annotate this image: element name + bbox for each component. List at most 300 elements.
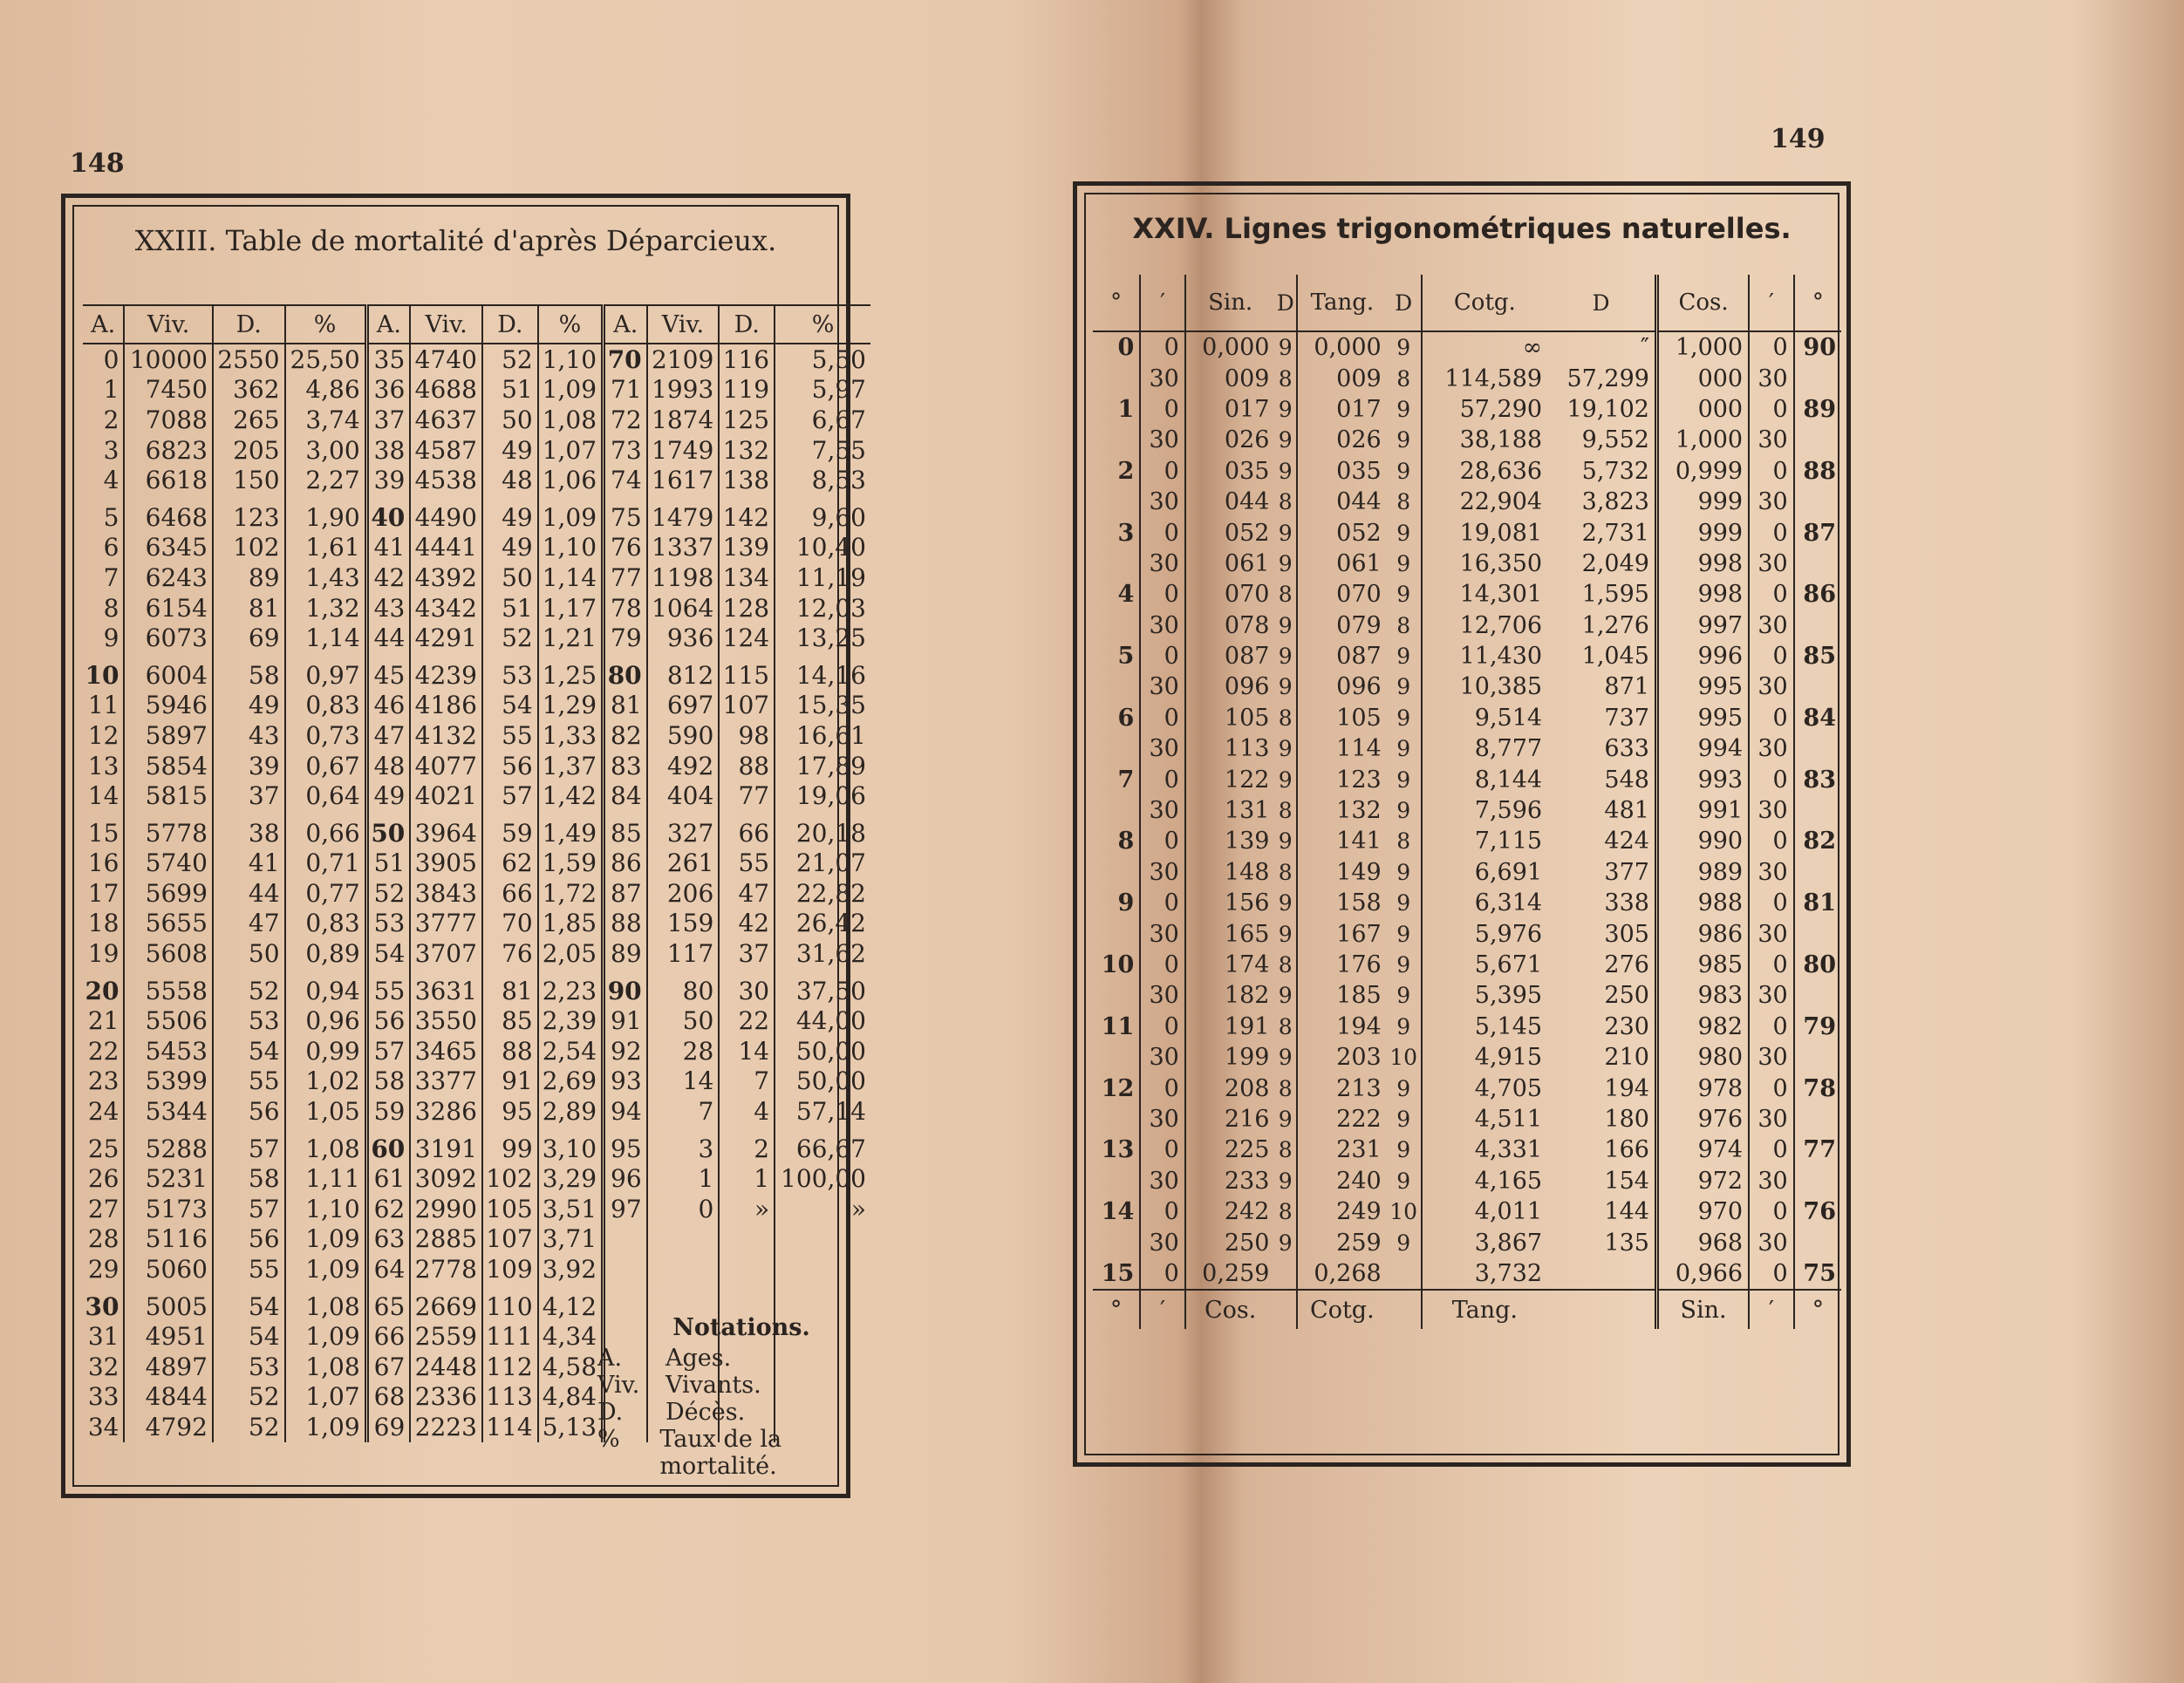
trig-header-cell: D — [1274, 275, 1297, 331]
mortality-cell: 81 — [604, 691, 647, 721]
trig-cell: 191 — [1224, 1012, 1270, 1040]
trig-cell — [1093, 733, 1140, 764]
mortality-cell: 3,92 — [538, 1254, 604, 1284]
mortality-cell: 33 — [83, 1382, 124, 1413]
trig-cell: 30 — [1140, 1227, 1185, 1257]
mortality-cell: 4,12 — [538, 1284, 604, 1322]
trig-cell: 0 — [1140, 1134, 1185, 1165]
mortality-cell: 5344 — [124, 1096, 212, 1127]
trig-cell: 2,731 — [1547, 517, 1656, 548]
mortality-cell: 697 — [647, 691, 720, 721]
mortality-cell: 0,97 — [285, 653, 367, 691]
mortality-cell: 49 — [482, 435, 538, 466]
mortality-cell: 4,58 — [538, 1352, 604, 1382]
mortality-cell: 66 — [719, 811, 775, 848]
mortality-cell: 124 — [719, 623, 775, 653]
trig-cell: 0 — [1140, 826, 1185, 856]
mortality-row — [83, 375, 870, 405]
trig-cell: 5,732 — [1547, 456, 1656, 487]
mortality-cell: 936 — [647, 623, 720, 653]
mortality-cell: 1,90 — [285, 495, 367, 533]
trig-row — [1093, 487, 1841, 517]
mortality-cell: 10000 — [124, 344, 212, 375]
mortality-cell: 2778 — [410, 1254, 482, 1284]
trig-cell: 199 — [1224, 1044, 1270, 1072]
mortality-cell: 0,77 — [285, 878, 367, 909]
trig-cell: 0 — [1140, 950, 1185, 980]
trig-cell: 4,511 — [1474, 1105, 1543, 1133]
mortality-cell: 362 — [213, 375, 285, 405]
trig-cell: 0,268 — [1314, 1259, 1382, 1287]
mortality-cell: 60 — [366, 1127, 410, 1164]
mortality-cell: 112 — [482, 1352, 538, 1382]
trig-header-cell: ′ — [1140, 275, 1185, 331]
trig-row — [1093, 610, 1841, 641]
mortality-cell: 80 — [604, 653, 647, 691]
trig-cell: 061 — [1336, 549, 1382, 577]
trig-header-cell: D — [1387, 275, 1422, 331]
mortality-cell: 1,61 — [285, 533, 367, 563]
mortality-cell: 54 — [482, 691, 538, 721]
trig-cell: 305 — [1547, 918, 1656, 949]
mortality-cell: 16 — [83, 848, 124, 879]
trig-cell: 30 — [1140, 610, 1185, 641]
trig-cell: 0 — [1140, 1073, 1185, 1103]
trig-cell: 0,966 — [1656, 1258, 1749, 1290]
trig-cell: 114,589 — [1444, 365, 1543, 392]
mortality-cell: 1,11 — [285, 1163, 367, 1194]
mortality-cell: 67 — [366, 1352, 410, 1382]
trig-cell: 009 — [1224, 365, 1270, 392]
trig-cell: 57,290 — [1459, 395, 1543, 423]
mortality-cell: 128 — [719, 593, 775, 623]
trig-cell: 14 — [1093, 1196, 1140, 1227]
trig-row — [1093, 764, 1841, 794]
mortality-cell: 4077 — [410, 751, 482, 781]
mortality-cell: 58 — [366, 1066, 410, 1097]
trig-cell: 22,904 — [1459, 488, 1543, 516]
mortality-cell: 55 — [213, 1254, 285, 1284]
mortality-cell: 90 — [604, 969, 647, 1006]
notation-value: Vivants. — [665, 1372, 761, 1399]
mortality-cell: 88 — [719, 751, 775, 781]
trig-cell: 5 — [1093, 641, 1140, 671]
mortality-cell: 2,69 — [538, 1066, 604, 1097]
trig-cell: 9 — [1274, 549, 1297, 579]
trig-cell: 035 — [1336, 457, 1382, 485]
mortality-cell — [647, 1224, 720, 1255]
trig-cell — [1794, 857, 1841, 888]
mortality-cell: 1617 — [647, 465, 720, 495]
trig-cell: 0 — [1140, 888, 1185, 918]
trig-cell — [1093, 795, 1140, 826]
mortality-cell: 119 — [719, 375, 775, 405]
trig-cell: 0 — [1140, 394, 1185, 425]
mortality-cell: 1,09 — [285, 1412, 367, 1442]
trig-cell — [1794, 1104, 1841, 1134]
trig-cell: 8 — [1387, 826, 1422, 856]
mortality-cell: 1,08 — [285, 1284, 367, 1322]
mortality-cell: 7088 — [124, 405, 212, 435]
mortality-cell: 29 — [83, 1254, 124, 1284]
trig-cell: 052 — [1224, 519, 1270, 547]
trig-cell: 9 — [1274, 1227, 1297, 1257]
trig-cell: 8 — [1274, 1134, 1297, 1165]
mortality-row — [83, 562, 870, 593]
mortality-cell: 48 — [366, 751, 410, 781]
trig-cell: 8 — [1274, 363, 1297, 393]
trig-footer-cell: Cos. — [1185, 1290, 1275, 1329]
trig-cell: 0 — [1140, 764, 1185, 794]
mortality-cell: 26,42 — [795, 909, 866, 938]
trig-cell: 0 — [1749, 703, 1794, 733]
trig-cell: 242 — [1224, 1198, 1270, 1226]
trig-cell: 30 — [1140, 363, 1185, 393]
mortality-cell: 6823 — [124, 435, 212, 466]
mortality-cell: 5060 — [124, 1254, 212, 1284]
trig-row — [1093, 1258, 1841, 1290]
mortality-cell: 93 — [604, 1066, 647, 1097]
mortality-cell: 6004 — [124, 653, 212, 691]
trig-cell: 9 — [1387, 671, 1422, 702]
mortality-cell: 3377 — [410, 1066, 482, 1097]
trig-cell: 135 — [1547, 1227, 1656, 1257]
mortality-cell: 6 — [83, 533, 124, 563]
mortality-cell: 24 — [83, 1096, 124, 1127]
mortality-cell: 3964 — [410, 811, 482, 848]
trig-header-cell: ° — [1794, 275, 1841, 331]
trig-cell: 8 — [1274, 1073, 1297, 1103]
trig-cell: 79 — [1803, 1012, 1836, 1040]
trig-cell: 9,552 — [1547, 425, 1656, 455]
trig-cell: 30 — [1140, 918, 1185, 949]
mortality-cell: 22 — [83, 1036, 124, 1066]
trig-cell: 0 — [1749, 1196, 1794, 1227]
mortality-cell: 53 — [213, 1352, 285, 1382]
mortality-cell: 76 — [482, 938, 538, 969]
trig-cell: 30 — [1140, 1042, 1185, 1073]
mortality-cell: 206 — [647, 878, 720, 909]
mortality-row — [83, 1254, 870, 1284]
mortality-cell: 1,09 — [538, 495, 604, 533]
mortality-row — [83, 495, 870, 533]
mortality-cell: 4,86 — [285, 375, 367, 405]
mortality-cell: 38 — [213, 811, 285, 848]
trig-row — [1093, 918, 1841, 949]
mortality-cell: 1 — [647, 1163, 720, 1194]
mortality-cell: 1,72 — [538, 878, 604, 909]
trig-cell: 0 — [1140, 517, 1185, 548]
mortality-cell: 5655 — [124, 909, 212, 939]
trig-cell: 90 — [1803, 334, 1836, 362]
trig-cell: 999 — [1656, 487, 1749, 517]
trig-cell: 9 — [1274, 918, 1297, 949]
mortality-cell: 65 — [366, 1284, 410, 1322]
mortality-cell: 85 — [604, 811, 647, 848]
mortality-cell: » — [719, 1194, 775, 1224]
trig-cell: 185 — [1336, 982, 1382, 1010]
mortality-row — [83, 623, 870, 653]
mortality-cell: 4441 — [410, 533, 482, 563]
mortality-cell: 5453 — [124, 1036, 212, 1066]
mortality-cell: 39 — [213, 751, 285, 781]
trig-cell: 30 — [1749, 1104, 1794, 1134]
mortality-cell: 0,71 — [285, 848, 367, 879]
mortality-header-cell: % — [538, 305, 604, 344]
mortality-row — [83, 593, 870, 623]
mortality-cell: 1749 — [647, 435, 720, 466]
trig-cell: 30 — [1140, 1104, 1185, 1134]
mortality-cell: 54 — [213, 1321, 285, 1352]
mortality-cell: 20 — [83, 969, 124, 1006]
mortality-cell: 5116 — [124, 1224, 212, 1255]
trig-row — [1093, 795, 1841, 826]
trig-cell: 972 — [1656, 1166, 1749, 1196]
trig-cell — [1093, 980, 1140, 1011]
mortality-cell: 0,73 — [285, 720, 367, 751]
trig-cell: 1 — [1093, 394, 1140, 425]
trig-cell: 81 — [1803, 889, 1836, 917]
mortality-cell: 55 — [366, 969, 410, 1006]
trig-cell: 30 — [1749, 1166, 1794, 1196]
trig-footer-cell: ° — [1794, 1290, 1841, 1329]
mortality-cell: 5288 — [124, 1127, 212, 1164]
mortality-cell: 205 — [213, 435, 285, 466]
mortality-cell: 1,09 — [285, 1254, 367, 1284]
trig-cell: 096 — [1224, 673, 1270, 701]
trig-cell: 85 — [1803, 643, 1836, 671]
mortality-cell: 81 — [482, 969, 538, 1006]
trig-cell: 87 — [1803, 519, 1836, 547]
mortality-cell: 138 — [719, 465, 775, 495]
left-page — [0, 0, 959, 1683]
trig-cell: 009 — [1336, 365, 1382, 392]
mortality-cell: 21,07 — [795, 848, 866, 878]
mortality-row — [83, 1127, 870, 1164]
mortality-cell: 1993 — [647, 375, 720, 405]
mortality-cell: 6468 — [124, 495, 212, 533]
mortality-cell: 52 — [213, 1412, 285, 1442]
mortality-cell: 66 — [366, 1321, 410, 1352]
mortality-header-cell: D. — [719, 305, 775, 344]
mortality-header-cell: Viv. — [124, 305, 212, 344]
trig-cell: 6,314 — [1474, 889, 1543, 917]
trig-cell: 233 — [1224, 1167, 1270, 1195]
mortality-cell: 6154 — [124, 593, 212, 623]
trig-cell: 12 — [1093, 1073, 1140, 1103]
trig-cell: 0 — [1749, 641, 1794, 671]
trig-cell: 052 — [1336, 519, 1382, 547]
mortality-cell: 66,67 — [795, 1134, 866, 1163]
mortality-cell: 53 — [482, 653, 538, 691]
mortality-cell — [719, 1254, 775, 1284]
mortality-cell — [719, 1224, 775, 1255]
mortality-cell: 1,37 — [538, 751, 604, 781]
trig-cell: 871 — [1547, 671, 1656, 702]
mortality-cell: 61 — [366, 1163, 410, 1194]
trig-footer-cell: ° — [1093, 1290, 1140, 1329]
notation-item — [597, 1372, 885, 1399]
mortality-cell: 142 — [719, 495, 775, 533]
trig-row — [1093, 1042, 1841, 1073]
mortality-cell: 3777 — [410, 909, 482, 939]
trig-cell: 9 — [1274, 456, 1297, 487]
trig-cell: 8 — [1387, 487, 1422, 517]
mortality-cell: 52 — [482, 344, 538, 375]
mortality-cell: 3707 — [410, 938, 482, 969]
mortality-cell: 0,99 — [285, 1036, 367, 1066]
trig-cell: 0 — [1140, 456, 1185, 487]
trig-cell: 8 — [1274, 1012, 1297, 1042]
trig-row — [1093, 733, 1841, 764]
trig-cell: 9 — [1387, 549, 1422, 579]
trig-cell: 0 — [1140, 1196, 1185, 1227]
trig-row — [1093, 1134, 1841, 1165]
trig-cell: 998 — [1656, 579, 1749, 610]
trig-cell: 078 — [1224, 611, 1270, 639]
trig-cell: 481 — [1547, 795, 1656, 826]
trig-cell — [1093, 671, 1140, 702]
mortality-cell: 71 — [604, 375, 647, 405]
trig-cell: 9 — [1387, 394, 1422, 425]
trig-cell: 30 — [1140, 1166, 1185, 1196]
trig-cell: 9 — [1274, 1104, 1297, 1134]
trig-row — [1093, 950, 1841, 980]
trig-cell: 9 — [1387, 425, 1422, 455]
trig-cell: 9 — [1274, 610, 1297, 641]
trig-cell: 0 — [1749, 1073, 1794, 1103]
trig-header-cell: ′ — [1749, 275, 1794, 331]
mortality-cell: 17,89 — [795, 751, 866, 780]
mortality-cell: 114 — [482, 1412, 538, 1442]
mortality-row — [83, 1036, 870, 1066]
trig-cell: 210 — [1547, 1042, 1656, 1073]
trig-cell: 5,395 — [1474, 982, 1543, 1010]
trig-cell: 633 — [1547, 733, 1656, 764]
trig-cell — [1794, 918, 1841, 949]
mortality-cell: 1,05 — [285, 1096, 367, 1127]
trig-cell — [1794, 1042, 1841, 1073]
mortality-cell: 105 — [482, 1194, 538, 1224]
mortality-cell: 3,00 — [285, 435, 367, 466]
trig-cell: 548 — [1547, 764, 1656, 794]
mortality-row — [83, 1224, 870, 1255]
trig-cell — [1274, 1258, 1297, 1290]
mortality-cell: 15 — [83, 811, 124, 848]
mortality-table-frame — [61, 194, 866, 1498]
trig-footer-cell: ′ — [1749, 1290, 1794, 1329]
mortality-cell: 2,89 — [538, 1096, 604, 1127]
trig-cell: 3,867 — [1474, 1229, 1543, 1257]
mortality-cell: 1,09 — [538, 375, 604, 405]
trig-cell: 30 — [1140, 425, 1185, 455]
mortality-cell: 50 — [482, 562, 538, 593]
trig-row — [1093, 826, 1841, 856]
trig-cell: 9 — [1387, 980, 1422, 1011]
notation-item — [597, 1345, 885, 1372]
mortality-cell: 69 — [213, 623, 285, 653]
trig-footer-cell: Cotg. — [1297, 1290, 1387, 1329]
mortality-cell: 4897 — [124, 1352, 212, 1382]
mortality-cell: 36 — [366, 375, 410, 405]
trig-row — [1093, 980, 1841, 1011]
trig-cell: 30 — [1140, 857, 1185, 888]
mortality-cell: 1,02 — [285, 1066, 367, 1097]
trig-cell: 158 — [1336, 889, 1382, 917]
mortality-cell: 83 — [604, 751, 647, 781]
trig-cell: 994 — [1656, 733, 1749, 764]
mortality-row — [83, 691, 870, 721]
mortality-cell: 88 — [482, 1036, 538, 1066]
trig-cell: 10 — [1387, 1042, 1422, 1073]
notation-value: Ages. — [665, 1345, 732, 1372]
mortality-cell: 1,10 — [285, 1194, 367, 1224]
mortality-cell: 1,08 — [285, 1127, 367, 1164]
mortality-header-cell: A. — [604, 305, 647, 344]
trig-cell: 0 — [1749, 826, 1794, 856]
mortality-cell: 1,29 — [538, 691, 604, 721]
trig-cell: 76 — [1803, 1198, 1836, 1226]
mortality-cell: 50,00 — [795, 1066, 866, 1096]
trig-cell: 9 — [1274, 733, 1297, 764]
trig-cell: 86 — [1803, 581, 1836, 609]
trig-cell: 149 — [1336, 858, 1382, 886]
trig-cell: 9 — [1274, 1042, 1297, 1073]
trig-cell: 0 — [1749, 456, 1794, 487]
trig-cell — [1093, 1104, 1140, 1134]
trig-header-cell: D — [1547, 275, 1656, 331]
mortality-cell: 51 — [482, 375, 538, 405]
mortality-cell: 3,74 — [285, 405, 367, 435]
trig-cell: 7,596 — [1474, 797, 1543, 825]
mortality-cell: 21 — [83, 1005, 124, 1036]
trig-cell: 30 — [1749, 1042, 1794, 1073]
trig-cell: 017 — [1224, 395, 1270, 423]
trig-cell: 985 — [1656, 950, 1749, 980]
mortality-cell: 1,32 — [285, 593, 367, 623]
mortality-cell: 92 — [604, 1036, 647, 1066]
trig-cell: 131 — [1224, 797, 1270, 825]
trig-cell: 4,915 — [1474, 1044, 1543, 1072]
mortality-cell: 0,66 — [285, 811, 367, 848]
trig-cell: 070 — [1224, 581, 1270, 609]
trig-cell — [1794, 363, 1841, 393]
mortality-cell: 3 — [647, 1127, 720, 1164]
trig-cell: 80 — [1803, 951, 1836, 978]
mortality-cell: 46 — [366, 691, 410, 721]
trig-cell: 1,000 — [1656, 425, 1749, 455]
mortality-cell: 4951 — [124, 1321, 212, 1352]
mortality-cell: 2,05 — [538, 938, 604, 969]
mortality-row — [83, 878, 870, 909]
trig-cell: 14,301 — [1459, 581, 1543, 609]
mortality-table — [83, 304, 870, 1442]
mortality-cell: 26 — [83, 1163, 124, 1194]
trig-cell: 30 — [1749, 549, 1794, 579]
trig-cell: 0 — [1749, 950, 1794, 980]
trig-cell: 176 — [1336, 951, 1382, 978]
trig-cell: 0 — [1140, 703, 1185, 733]
mortality-cell: 5 — [83, 495, 124, 533]
mortality-cell: 49 — [366, 780, 410, 811]
trig-cell: 989 — [1656, 857, 1749, 888]
trig-cell: 0 — [1749, 331, 1794, 363]
trig-cell: 231 — [1336, 1136, 1382, 1164]
trig-cell: 19,102 — [1547, 394, 1656, 425]
mortality-cell: 1,14 — [285, 623, 367, 653]
notation-value: Décès. — [665, 1399, 746, 1426]
mortality-cell: 62 — [482, 848, 538, 879]
